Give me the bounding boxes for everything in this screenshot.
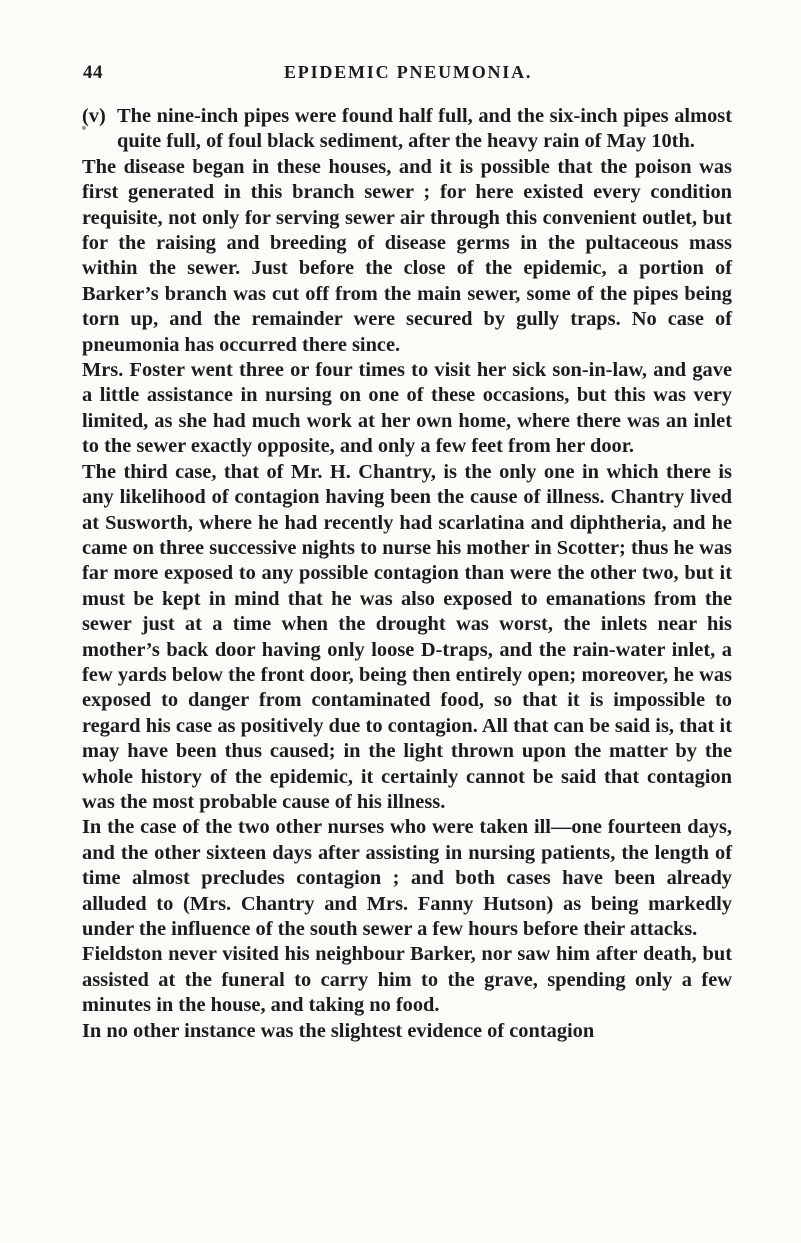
list-item-text: The nine-inch pipes were found half full, and the six-inch pipes almost quite full, of foul black sediment, after the heavy rain of May 10th.	[117, 105, 732, 153]
paragraph-no-other-instance: In no other instance was the slightest evidence of contagion	[82, 1019, 595, 1042]
paragraph-disease-origin: The disease began in these houses, and it is possible that the poison was first generated in this branch sewer ; for here existed every condition requisite, not only for serving sewer air through this convenient outlet, but for the raising and breeding of disease germs in the pultaceous mass within the sewer. Just before the close of the epidemic, a portion of Barker’s branch was cut off from the main sewer, some of the pipes being torn up, and the remainder were secured by gully traps. No case of pneumonia has occurred there since.	[82, 155, 732, 356]
page-number: 44	[83, 62, 103, 83]
paragraph-third-case: The third case, that of Mr. H. Chantry, is the only one in which there is any likelihood of contagion having been the cause of illness. Chantry lived at Susworth, where he had recently had scarlatina and diphtheria, and he came on three successive nights to nurse his mother in Scotter; thus he was far more exposed to any possible contagion than were the other two, but it must be kept in mind that he was also exposed to emanations from the sewer just at a time when the drought was worst, the inlets near his mother’s back door having only loose D-traps, and the rain-water inlet, a few yards below the front door, being then entirely open; moreover, he was exposed to danger from contaminated food, so that it is impossible to regard his case as positively due to contagion. All that can be said is, that it may have been thus caused; in the light thrown upon the matter by the whole history of the epidemic, it certainly cannot be said that contagion was the most probable cause of his illness.	[82, 460, 732, 813]
page-header	[0, 62, 801, 86]
running-head: EPIDEMIC PNEUMONIA.	[284, 62, 533, 82]
paragraph-mrs-foster: Mrs. Foster went three or four times to visit her sick son-in-law, and gave a little assistance in nursing on one of these occasions, but this was very limited, as she had much work at her own home, where there was an inlet to the sewer exactly opposite, and only a few feet from her door.	[82, 359, 732, 458]
list-marker: (v)	[82, 105, 106, 127]
list-item-v	[82, 104, 732, 155]
body-text	[82, 104, 732, 1044]
paragraph-other-nurses: In the case of the two other nurses who were taken ill—one fourteen days, and the other sixteen days after assisting in nursing patients, the length of time almost precludes contagion ; and both cases have been already alluded to (Mrs. Chantry and Mrs. Fanny Hutson) as being markedly under the influence of the south sewer a few hours before their attacks.	[82, 816, 732, 940]
paragraph-fieldston: Fieldston never visited his neighbour Barker, nor saw him after death, but assisted at the funeral to carry him to the grave, spending only a few minutes in the house, and taking no food.	[82, 943, 732, 1017]
